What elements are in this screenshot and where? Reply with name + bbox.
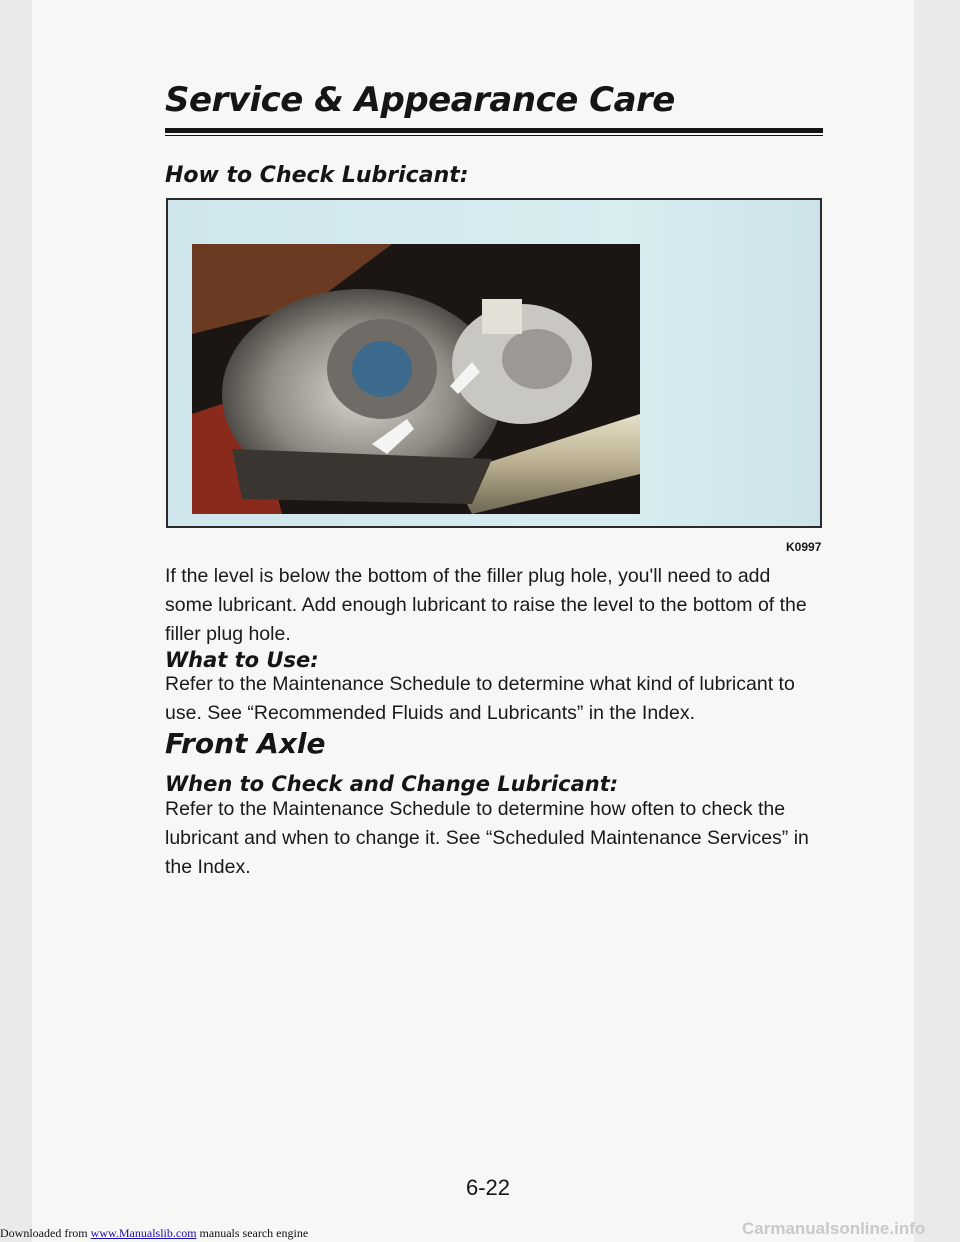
- download-notice: [0, 1226, 308, 1241]
- site-watermark: Carmanualsonline.info: [742, 1219, 926, 1238]
- download-suffix: manuals search engine: [196, 1226, 309, 1240]
- check-lubricant-paragraph: If the level is below the bottom of the filler plug hole, you'll need to add some lubricant. Add enough lubricant to raise the level to the bottom of the filler plug hole.: [165, 565, 807, 645]
- axle-photo-figure: [166, 198, 822, 528]
- front-axle-heading: Front Axle: [165, 727, 326, 760]
- what-to-use-paragraph: Refer to the Maintenance Schedule to determine what kind of lubricant to use. See “Recommended Fluids and Lubricants” in the Index.: [165, 673, 795, 724]
- manualslib-link[interactable]: www.Manualslib.com: [90, 1226, 197, 1240]
- when-to-check-heading: When to Check and Change Lubricant:: [165, 772, 619, 796]
- how-to-check-heading: How to Check Lubricant:: [165, 163, 469, 188]
- page-number: 6-22: [466, 1175, 511, 1200]
- axle-photo: [192, 244, 640, 514]
- figure-code: K0997: [786, 540, 822, 554]
- header-rule: [165, 128, 823, 133]
- what-to-use-heading: What to Use:: [165, 648, 319, 672]
- download-prefix: Downloaded from: [0, 1226, 91, 1240]
- when-to-check-paragraph: Refer to the Maintenance Schedule to determine how often to check the lubricant and when to change it. See “Scheduled Maintenance Services” in the Index.: [165, 798, 809, 878]
- header-rule-thin: [165, 135, 823, 136]
- page-header-title: Service & Appearance Care: [165, 80, 675, 120]
